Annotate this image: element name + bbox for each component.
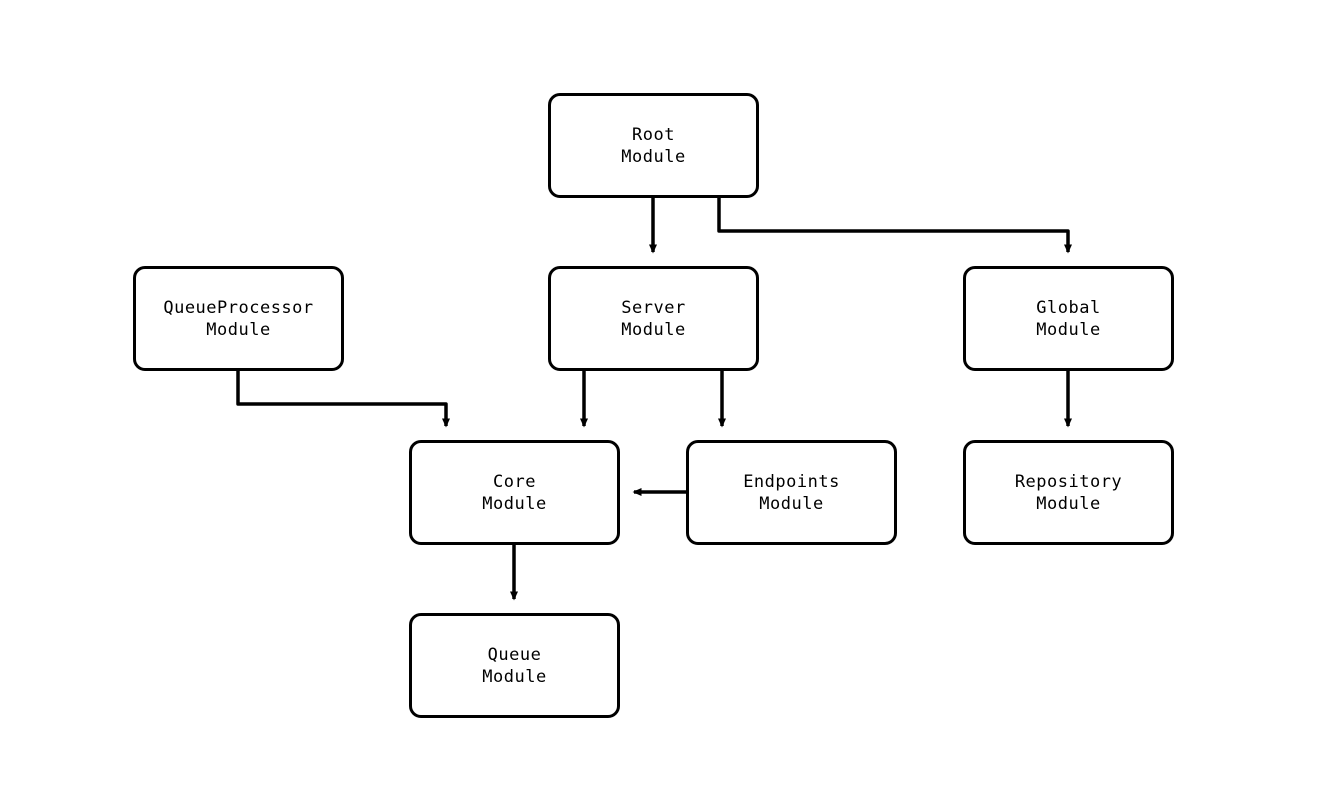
node-label-line: Module <box>206 319 271 340</box>
node-label-line: Repository <box>1014 471 1123 492</box>
node-label-line: Endpoints <box>743 471 840 492</box>
node-label-line: Module <box>1036 493 1101 514</box>
node-endpoints-module[interactable] <box>686 440 897 545</box>
node-label-line: Global <box>1036 297 1101 318</box>
node-label-line: Module <box>482 666 547 687</box>
node-queue-module[interactable] <box>409 613 620 718</box>
node-label-line: Core <box>493 471 536 492</box>
node-label-line: Root <box>632 124 675 145</box>
edge-queueprocessor-to-core <box>238 371 446 426</box>
node-label-line: Module <box>621 146 686 167</box>
node-global-module[interactable] <box>963 266 1174 371</box>
node-label-line: Module <box>482 493 547 514</box>
node-label-line: Server <box>621 297 686 318</box>
node-label-line: QueueProcessor <box>163 297 314 318</box>
node-queueprocessor-module[interactable] <box>133 266 344 371</box>
node-label-line: Queue <box>487 644 542 665</box>
edge-root-to-global <box>719 198 1068 252</box>
node-label-line: Module <box>1036 319 1101 340</box>
node-label-line: Module <box>621 319 686 340</box>
node-label-line: Module <box>759 493 824 514</box>
node-root-module[interactable] <box>548 93 759 198</box>
node-server-module[interactable] <box>548 266 759 371</box>
node-repository-module[interactable] <box>963 440 1174 545</box>
node-core-module[interactable] <box>409 440 620 545</box>
